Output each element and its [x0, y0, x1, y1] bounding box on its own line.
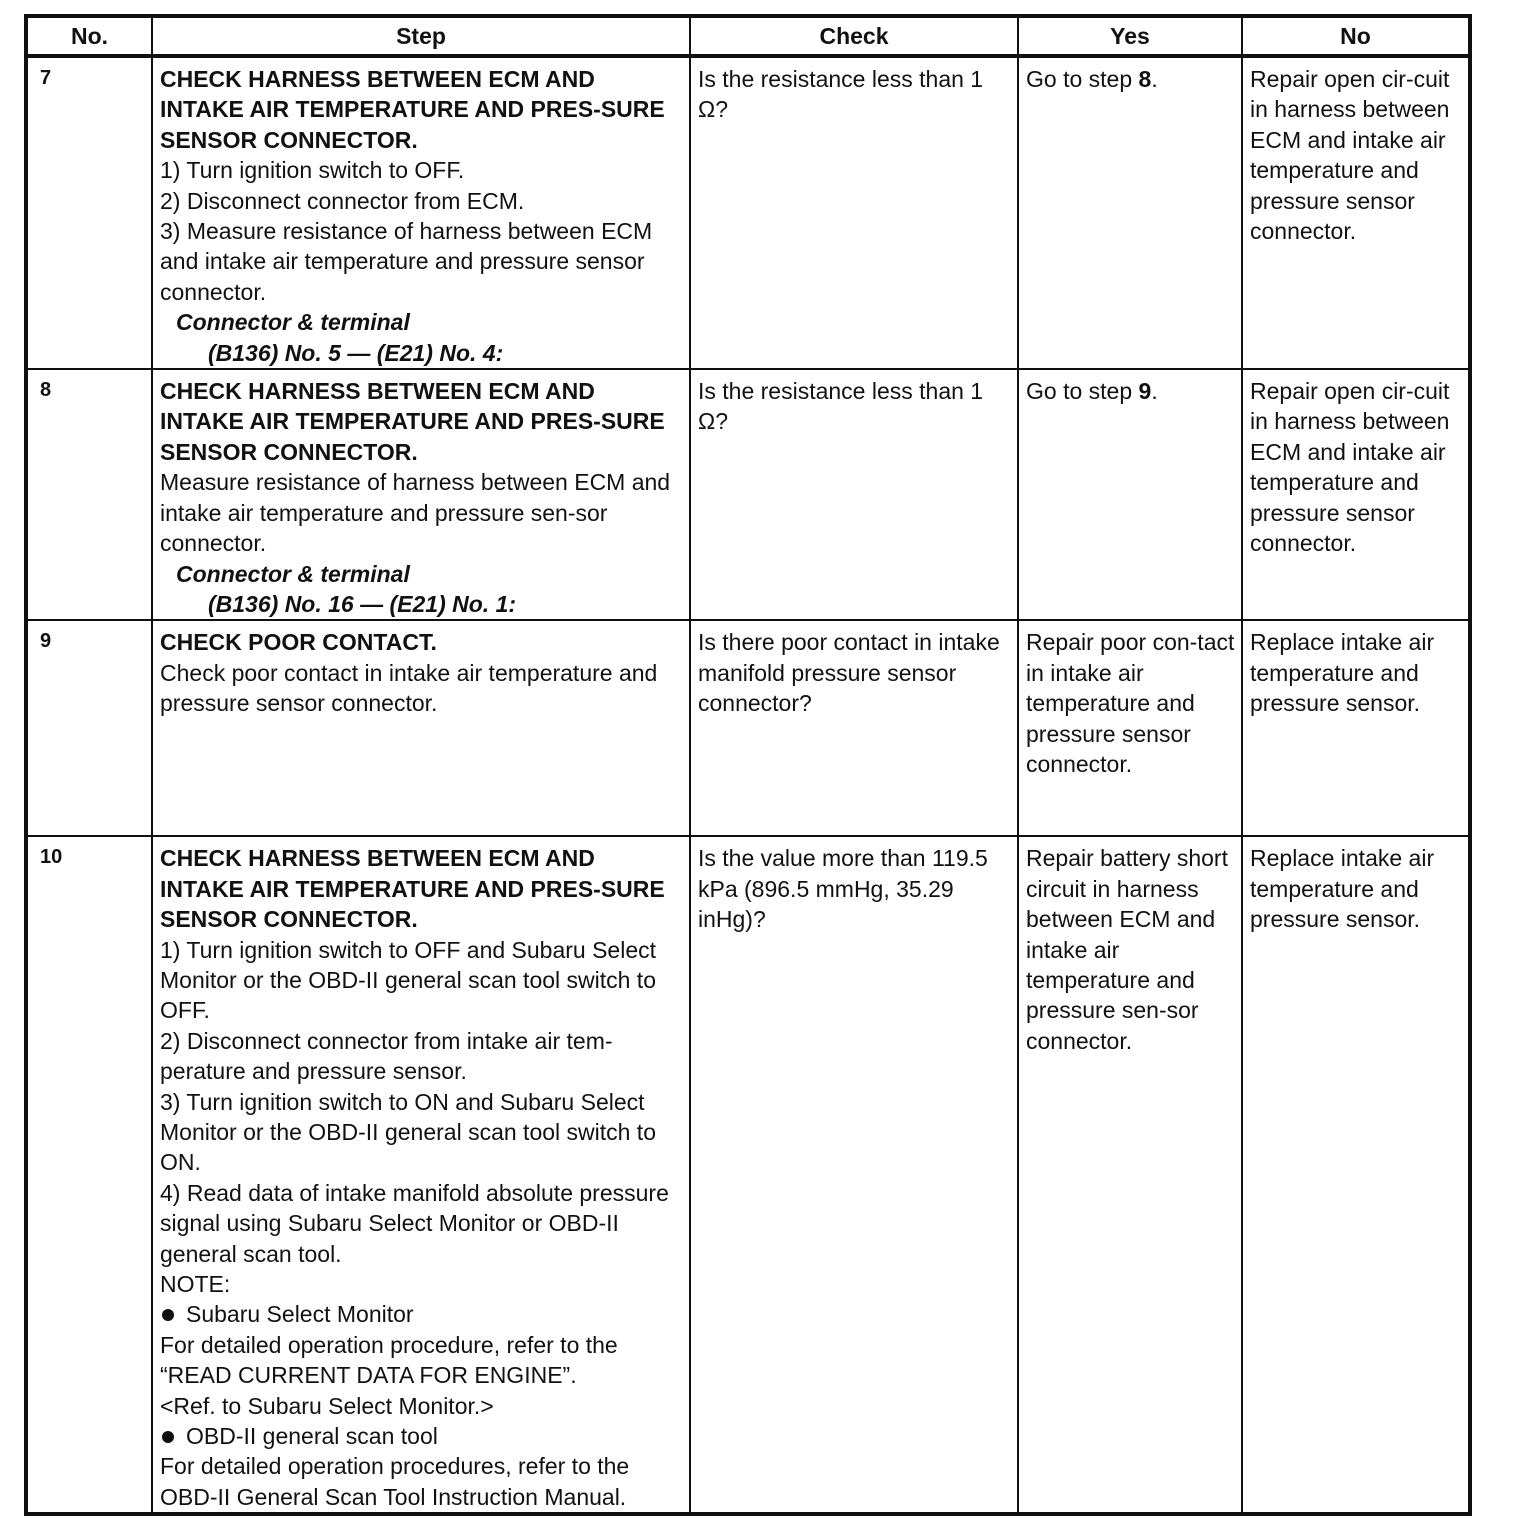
no-cell: Replace intake air temperature and pressure sensor.: [1242, 836, 1470, 1514]
table-row: [26, 369, 1470, 620]
table-row: [26, 836, 1470, 1514]
check-cell: Is the value more than 119.5 kPa (896.5 mmHg, 35.29 inHg)?: [690, 836, 1018, 1514]
header-step: Step: [152, 16, 690, 56]
connector-label: Connector & terminal: [176, 309, 410, 336]
note-reference: <Ref. to Subaru Select Monitor.>: [160, 1392, 494, 1419]
connector-terminal-value: (B136) No. 5 — (E21) No. 4:: [208, 339, 504, 366]
step-line: 2) Disconnect connector from ECM.: [160, 187, 525, 214]
step-line: 1) Turn ignition switch to OFF.: [160, 157, 465, 184]
header-no-action: No: [1242, 16, 1470, 56]
header-check: Check: [690, 16, 1018, 56]
note-text: For detailed operation procedure, refer to the “READ CURRENT DATA FOR ENGINE”.: [160, 1331, 618, 1389]
yes-cell: Repair battery short circuit in harness between ECM and intake air temperature and pressure sen-sor connector.: [1018, 836, 1242, 1514]
note-item: [160, 1299, 683, 1329]
step-cell: [152, 56, 690, 369]
yes-cell: [1018, 369, 1242, 620]
diagnostic-procedure-sheet: [24, 14, 1468, 1516]
step-line: 2) Disconnect connector from intake air tem-perature and pressure sensor.: [160, 1027, 613, 1085]
step-title: CHECK POOR CONTACT.: [160, 629, 437, 656]
step-line: 3) Measure resistance of harness between ECM and intake air temperature and pressure sensor connector.: [160, 218, 653, 305]
step-title: CHECK HARNESS BETWEEN ECM AND INTAKE AIR TEMPERATURE AND PRES-SURE SENSOR CONNECTOR.: [160, 845, 665, 933]
yes-cell: [1018, 56, 1242, 369]
step-line: 3) Turn ignition switch to ON and Subaru Select Monitor or the OBD-II general scan tool switch to ON.: [160, 1088, 656, 1176]
bullet-icon: [162, 1431, 174, 1443]
connector-label: Connector & terminal: [176, 560, 410, 587]
yes-text: Go to step: [1026, 378, 1139, 405]
diagnostic-table: [24, 14, 1472, 1516]
connector-terminal-value: (B136) No. 16 — (E21) No. 1:: [208, 590, 517, 617]
yes-cell: Repair poor con-tact in intake air temperature and pressure sensor connector.: [1018, 620, 1242, 836]
table-row: [26, 56, 1470, 369]
bullet-icon: [162, 1309, 174, 1321]
step-number: 9: [26, 620, 152, 836]
note-item-label: Subaru Select Monitor: [186, 1301, 414, 1328]
header-yes: Yes: [1018, 16, 1242, 56]
note-heading: NOTE:: [160, 1271, 231, 1297]
no-cell: Repair open cir-cuit in harness between ECM and intake air temperature and pressure sensor connector.: [1242, 369, 1470, 620]
header-no: No.: [26, 16, 152, 56]
check-cell: Is the resistance less than 1 Ω?: [690, 56, 1018, 369]
step-title: CHECK HARNESS BETWEEN ECM AND INTAKE AIR TEMPERATURE AND PRES-SURE SENSOR CONNECTOR.: [160, 378, 665, 465]
step-line: 4) Read data of intake manifold absolute pressure signal using Subaru Select Monitor or OBD-II general scan tool.: [160, 1179, 669, 1267]
note-item-label: OBD-II general scan tool: [186, 1423, 438, 1450]
step-reference: 9: [1138, 378, 1152, 405]
step-number: 7: [26, 56, 152, 369]
step-cell: [152, 369, 690, 620]
step-line: 1) Turn ignition switch to OFF and Subaru Select Monitor or the OBD-II general scan tool switch to OFF.: [160, 936, 657, 1024]
step-reference: 8: [1138, 66, 1152, 92]
step-cell: [152, 836, 690, 1514]
step-number: 10: [26, 836, 152, 1514]
yes-suffix: .: [1151, 66, 1158, 92]
table-row: [26, 620, 1470, 836]
table-header-row: [26, 16, 1470, 56]
step-text: Check poor contact in intake air temperature and pressure sensor connector.: [160, 659, 658, 717]
yes-suffix: .: [1151, 378, 1158, 405]
step-cell: [152, 620, 690, 836]
note-item: [160, 1421, 683, 1451]
check-cell: Is the resistance less than 1 Ω?: [690, 369, 1018, 620]
yes-text: Go to step: [1026, 66, 1139, 92]
check-cell: Is there poor contact in intake manifold pressure sensor connector?: [690, 620, 1018, 836]
no-cell: Repair open cir-cuit in harness between ECM and intake air temperature and pressure sensor connector.: [1242, 56, 1470, 369]
step-title: CHECK HARNESS BETWEEN ECM AND INTAKE AIR TEMPERATURE AND PRES-SURE SENSOR CONNECTOR.: [160, 66, 665, 153]
note-text: For detailed operation procedures, refer to the OBD-II General Scan Tool Instruction Manual.: [160, 1453, 630, 1510]
step-text: Measure resistance of harness between ECM and intake air temperature and pressure sen-sor connector.: [160, 469, 671, 557]
no-cell: Replace intake air temperature and pressure sensor.: [1242, 620, 1470, 836]
step-number: 8: [26, 369, 152, 620]
